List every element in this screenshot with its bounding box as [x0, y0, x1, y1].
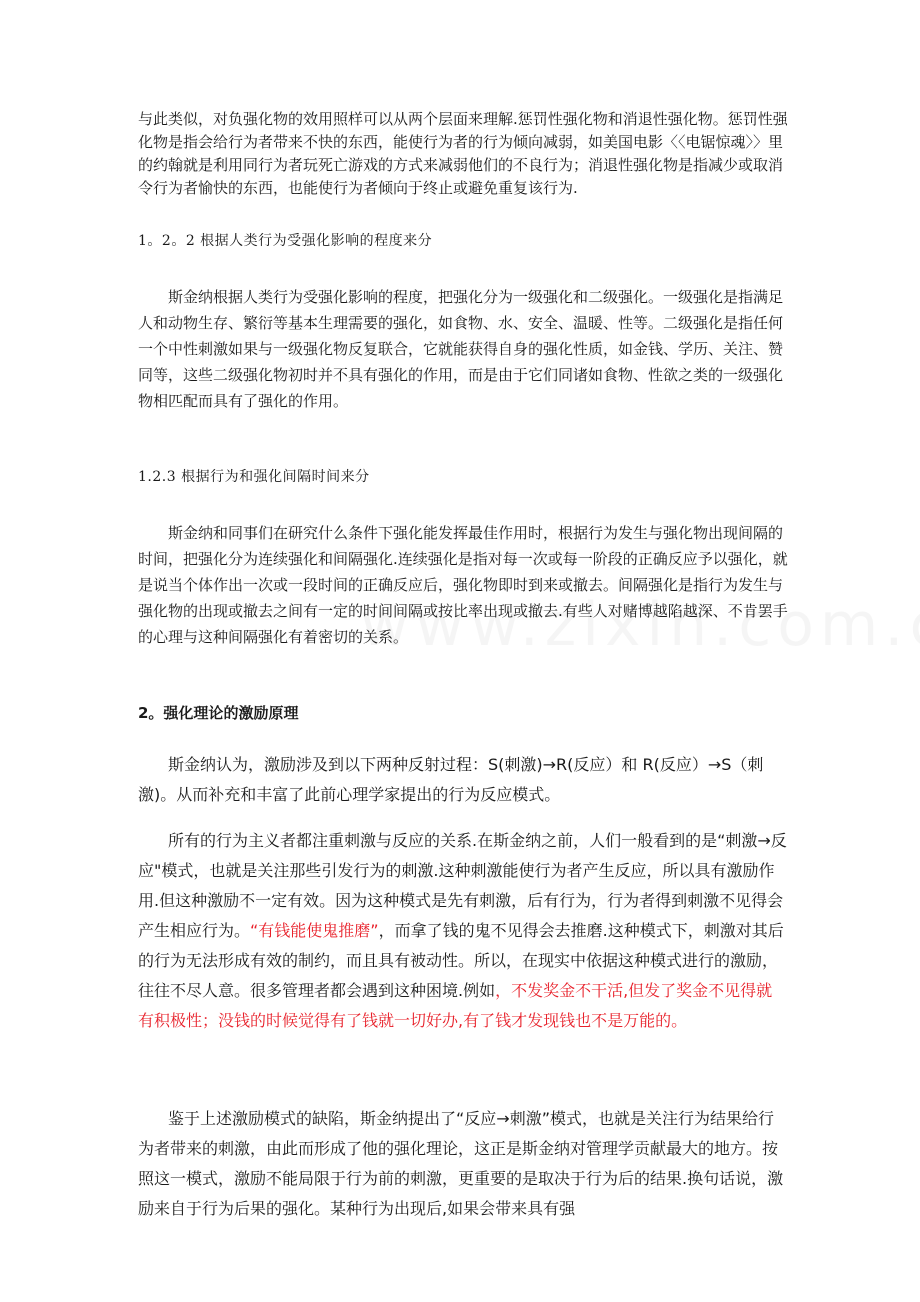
section-heading-1-2-2: 1。2。2 根据人类行为受强化影响的程度来分 — [138, 233, 433, 249]
highlighted-example: ，不发奖金不干活,但发了奖金不见得就有积极性；没钱的时候觉得有了钱就一切好办,有了钱才发现钱也不是万能的。 — [138, 981, 773, 1030]
highlighted-quote: “有钱能使鬼推磨” — [250, 921, 379, 940]
paragraph-reflex-processes: 斯金纳认为，激励涉及到以下两种反射过程：S(刺激)→R(反应）和 R(反应）→S（刺激)。从而补充和丰富了此前心理学家提出的行为反应模式。 — [138, 755, 764, 804]
paragraph-stimulus-response-model — [138, 826, 788, 1036]
paragraph-response-stimulus-model: 鉴于上述激励模式的缺陷，斯金纳提出了“反应→刺激”模式，也就是关注行为结果给行为者带来的刺激，由此而形成了他的强化理论，这正是斯金纳对管理学贡献最大的地方。按照这一模式，激励不能局限于行为前的刺激，更重要的是取决于行为后的结果.换句话说，激励来自于行为后果的强化。某种行为出现后,如果会带来具有强 — [138, 1109, 784, 1218]
section-heading-1-2-3: 1.2.3 根据行为和强化间隔时间来分 — [138, 469, 370, 485]
paragraph-negative-reinforcement: 与此类似，对负强化物的效用照样可以从两个层面来理解.惩罚性强化物和消退性强化物。惩罚性强化物是指会给行为者带来不快的东西，能使行为者的行为倾向减弱，如美国电影〈〈电锯惊魂〉〉里的约翰就是利用同行为者玩死亡游戏的方式来减弱他们的不良行为；消退性强化物是指减少或取消令行为者愉快的东西，也能使行为者倾向于终止或避免重复该行为. — [138, 110, 788, 197]
paragraph-continuous-interval-reinforcement: 斯金纳和同事们在研究什么条件下强化能发挥最佳作用时，根据行为发生与强化物出现间隔的时间，把强化分为连续强化和间隔强化.连续强化是指对每一次或每一阶段的正确反应予以强化，就是说当个体作出一次或一段时间的正确反应后，强化物即时到来或撤去。间隔强化是指行为发生与强化物的出现或撤去之间有一定的时间间隔或按比率出现或撤去.有些人对赌博越陷越深、不肯罢手的心理与这种间隔强化有着密切的关系。 — [138, 524, 788, 646]
paragraph-primary-secondary-reinforcement: 斯金纳根据人类行为受强化影响的程度，把强化分为一级强化和二级强化。一级强化是指满足人和动物生存、繁衍等基本生理需要的强化，如食物、水、安全、温暖、性等。二级强化是指任何一个中性刺激如果与一级强化物反复联合，它就能获得自身的强化性质，如金钱、学历、关注、赞同等，这些二级强化物初时并不具有强化的作用，而是由于它们同诸如食物、性欲之类的一级强化物相匹配而具有了强化的作用。 — [138, 288, 784, 410]
paragraph-text: ，而拿了钱的鬼不见得会去推磨.这种模式下，刺激对其后的行为无法形成有效的制约，而且具有被动性。所以，在现实中依据这种模式进行的激励，往往不尽人意。很多管理者都会遇到这种困境.例如 — [138, 921, 784, 1000]
paragraph-text: 所有的行为主义者都注重刺激与反应的关系.在斯金纳之前，人们一般看到的是“刺激→反应"模式，也就是关注那些引发行为的刺激.这种刺激能使行为者产生反应，所以具有激励作用.但这种激励不一定有效。因为这种模式是先有刺激，后有行为，行为者得到刺激不见得会产生相应行为。 — [138, 831, 787, 940]
section-heading-2: 2。强化理论的激励原理 — [138, 704, 299, 722]
